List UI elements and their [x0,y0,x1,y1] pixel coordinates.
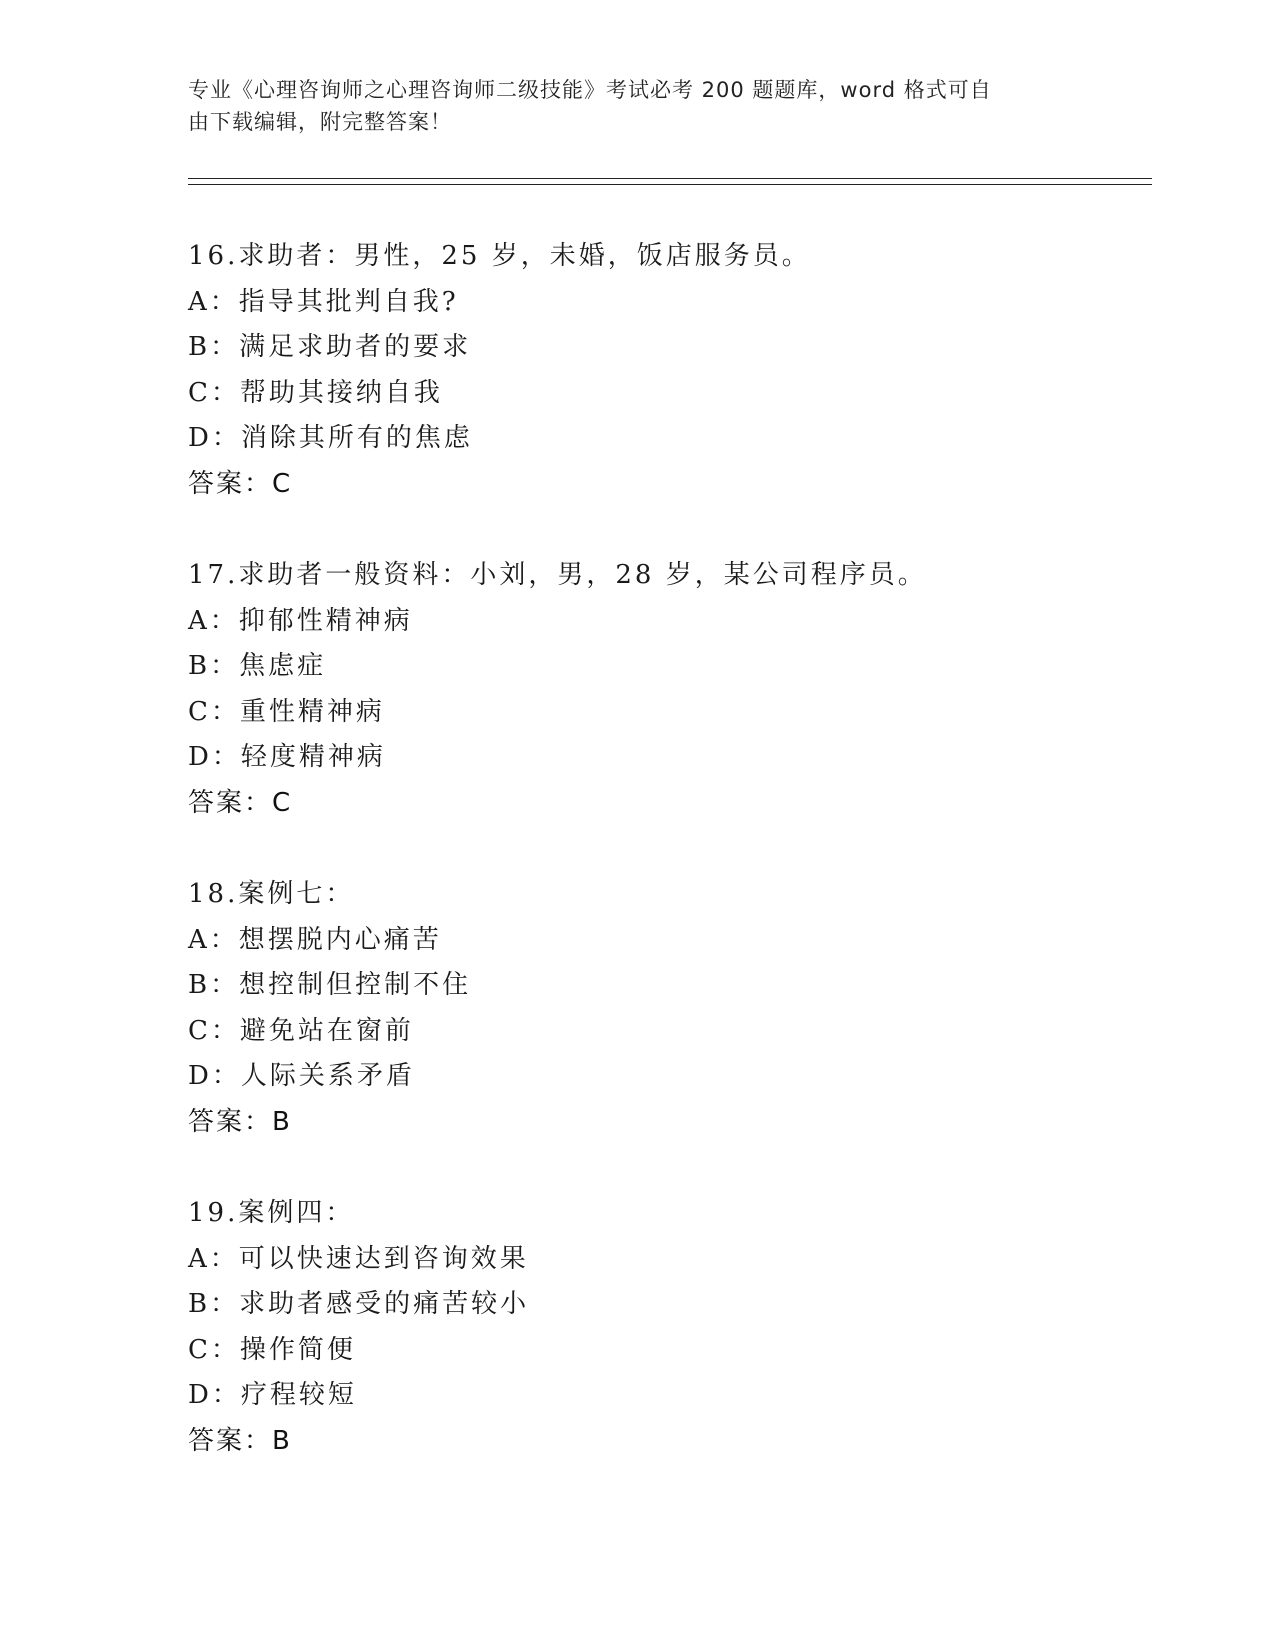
answer-line: 答案：B [188,1425,292,1456]
answer-line: 答案：C [188,787,293,818]
option-d: D：轻度精神病 [188,742,386,772]
header-line-2: 由下载编辑，附完整答案！ [188,110,452,134]
document-header [188,74,1088,138]
option-b: B：满足求助者的要求 [188,332,472,362]
question-19 [188,1191,1088,1464]
option-a: A：可以快速达到咨询效果 [188,1243,529,1274]
option-c: C：避免站在窗前 [188,1015,414,1046]
option-a: A：想摆脱内心痛苦 [188,924,442,955]
header-divider [188,178,1152,185]
option-d: D：人际关系矛盾 [188,1061,415,1091]
option-c: C：重性精神病 [188,696,385,727]
question-18 [188,872,1088,1145]
option-c: C：操作简便 [188,1334,356,1365]
option-d: D：消除其所有的焦虑 [188,423,473,453]
option-b: B：想控制但控制不住 [188,970,472,1000]
question-stem: 16.求助者：男性，25 岁，未婚，饭店服务员。 [188,241,811,271]
question-17 [188,553,1088,826]
option-b: B：求助者感受的痛苦较小 [188,1289,530,1319]
answer-line: 答案：B [188,1106,292,1137]
option-c: C：帮助其接纳自我 [188,377,443,408]
option-b: B：焦虑症 [188,651,327,681]
question-stem: 18.案例七： [188,879,355,909]
answer-line: 答案：C [188,468,293,499]
question-stem: 19.案例四： [188,1198,355,1228]
option-a: A：抑郁性精神病 [188,605,413,636]
option-d: D：疗程较短 [188,1380,357,1410]
option-a: A：指导其批判自我? [188,286,459,317]
header-line-1: 专业《心理咨询师之心理咨询师二级技能》考试必考 200 题题库，word 格式可自 [188,78,992,102]
question-16 [188,234,1088,507]
question-stem: 17.求助者一般资料：小刘，男，28 岁，某公司程序员。 [188,560,927,590]
